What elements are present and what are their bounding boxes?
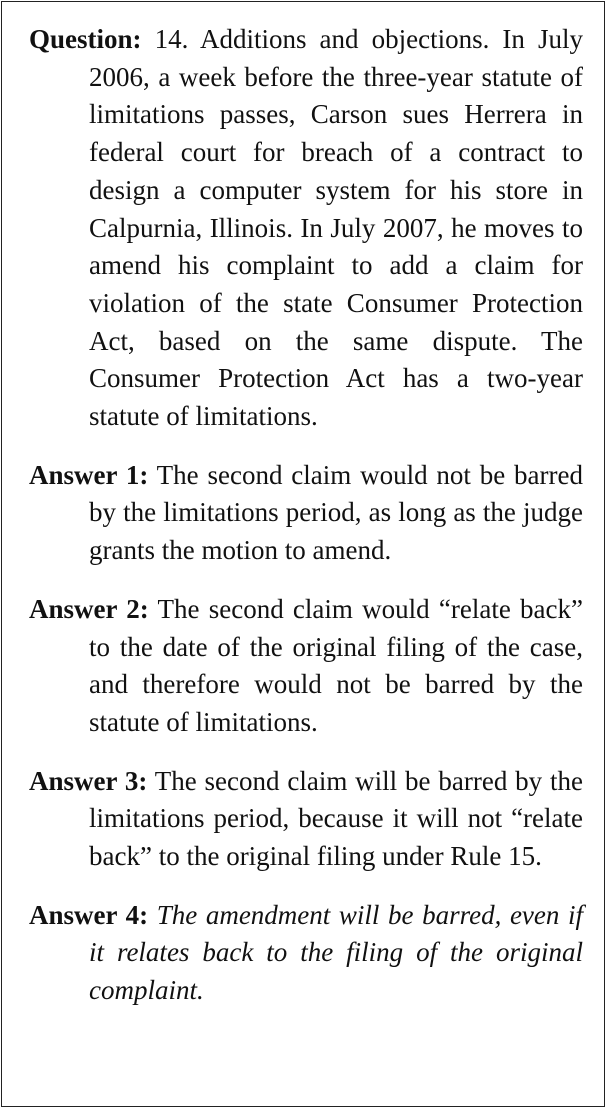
answer-3-block (29, 763, 583, 876)
answer-1-label: Answer 1: (29, 459, 149, 490)
answer-3-label: Answer 3: (29, 765, 148, 796)
question-card (1, 1, 605, 1107)
answer-4-text: The amendment will be barred, even if it relates back to the filing of the original complaint. (89, 899, 584, 1006)
question-text: 14. Additions and objections. In July 2006, a week before the three-year statute of limitations passes, Carson sues Herrera in federal court for breach of a contract to design a computer system for his store in Calpurnia, Illinois. In July 2007, he moves to amend his complaint to add a claim for violation of the state Consumer Protection Act, based on the same dispute. The Consumer Protection Act has a two-year statute of limitations. (89, 24, 584, 432)
answer-4-label: Answer 4: (29, 899, 149, 930)
answer-2-block (29, 591, 583, 742)
answer-1-block (29, 457, 583, 570)
answer-4-block (29, 897, 583, 1010)
answer-1-text: The second claim would not be barred by the limitations period, as long as the judge grants the motion to amend. (89, 459, 583, 566)
answer-2-text: The second claim would “relate back” to the date of the original filing of the case, and therefore would not be barred by the statute of limitations. (89, 593, 583, 737)
answer-2-label: Answer 2: (29, 593, 149, 624)
question-label: Question: (29, 24, 142, 54)
question-block (29, 21, 583, 436)
question-content (29, 21, 583, 1031)
answer-3-text: The second claim will be barred by the limitations period, because it will not “relate back” to the original filing under Rule 15. (89, 765, 583, 872)
